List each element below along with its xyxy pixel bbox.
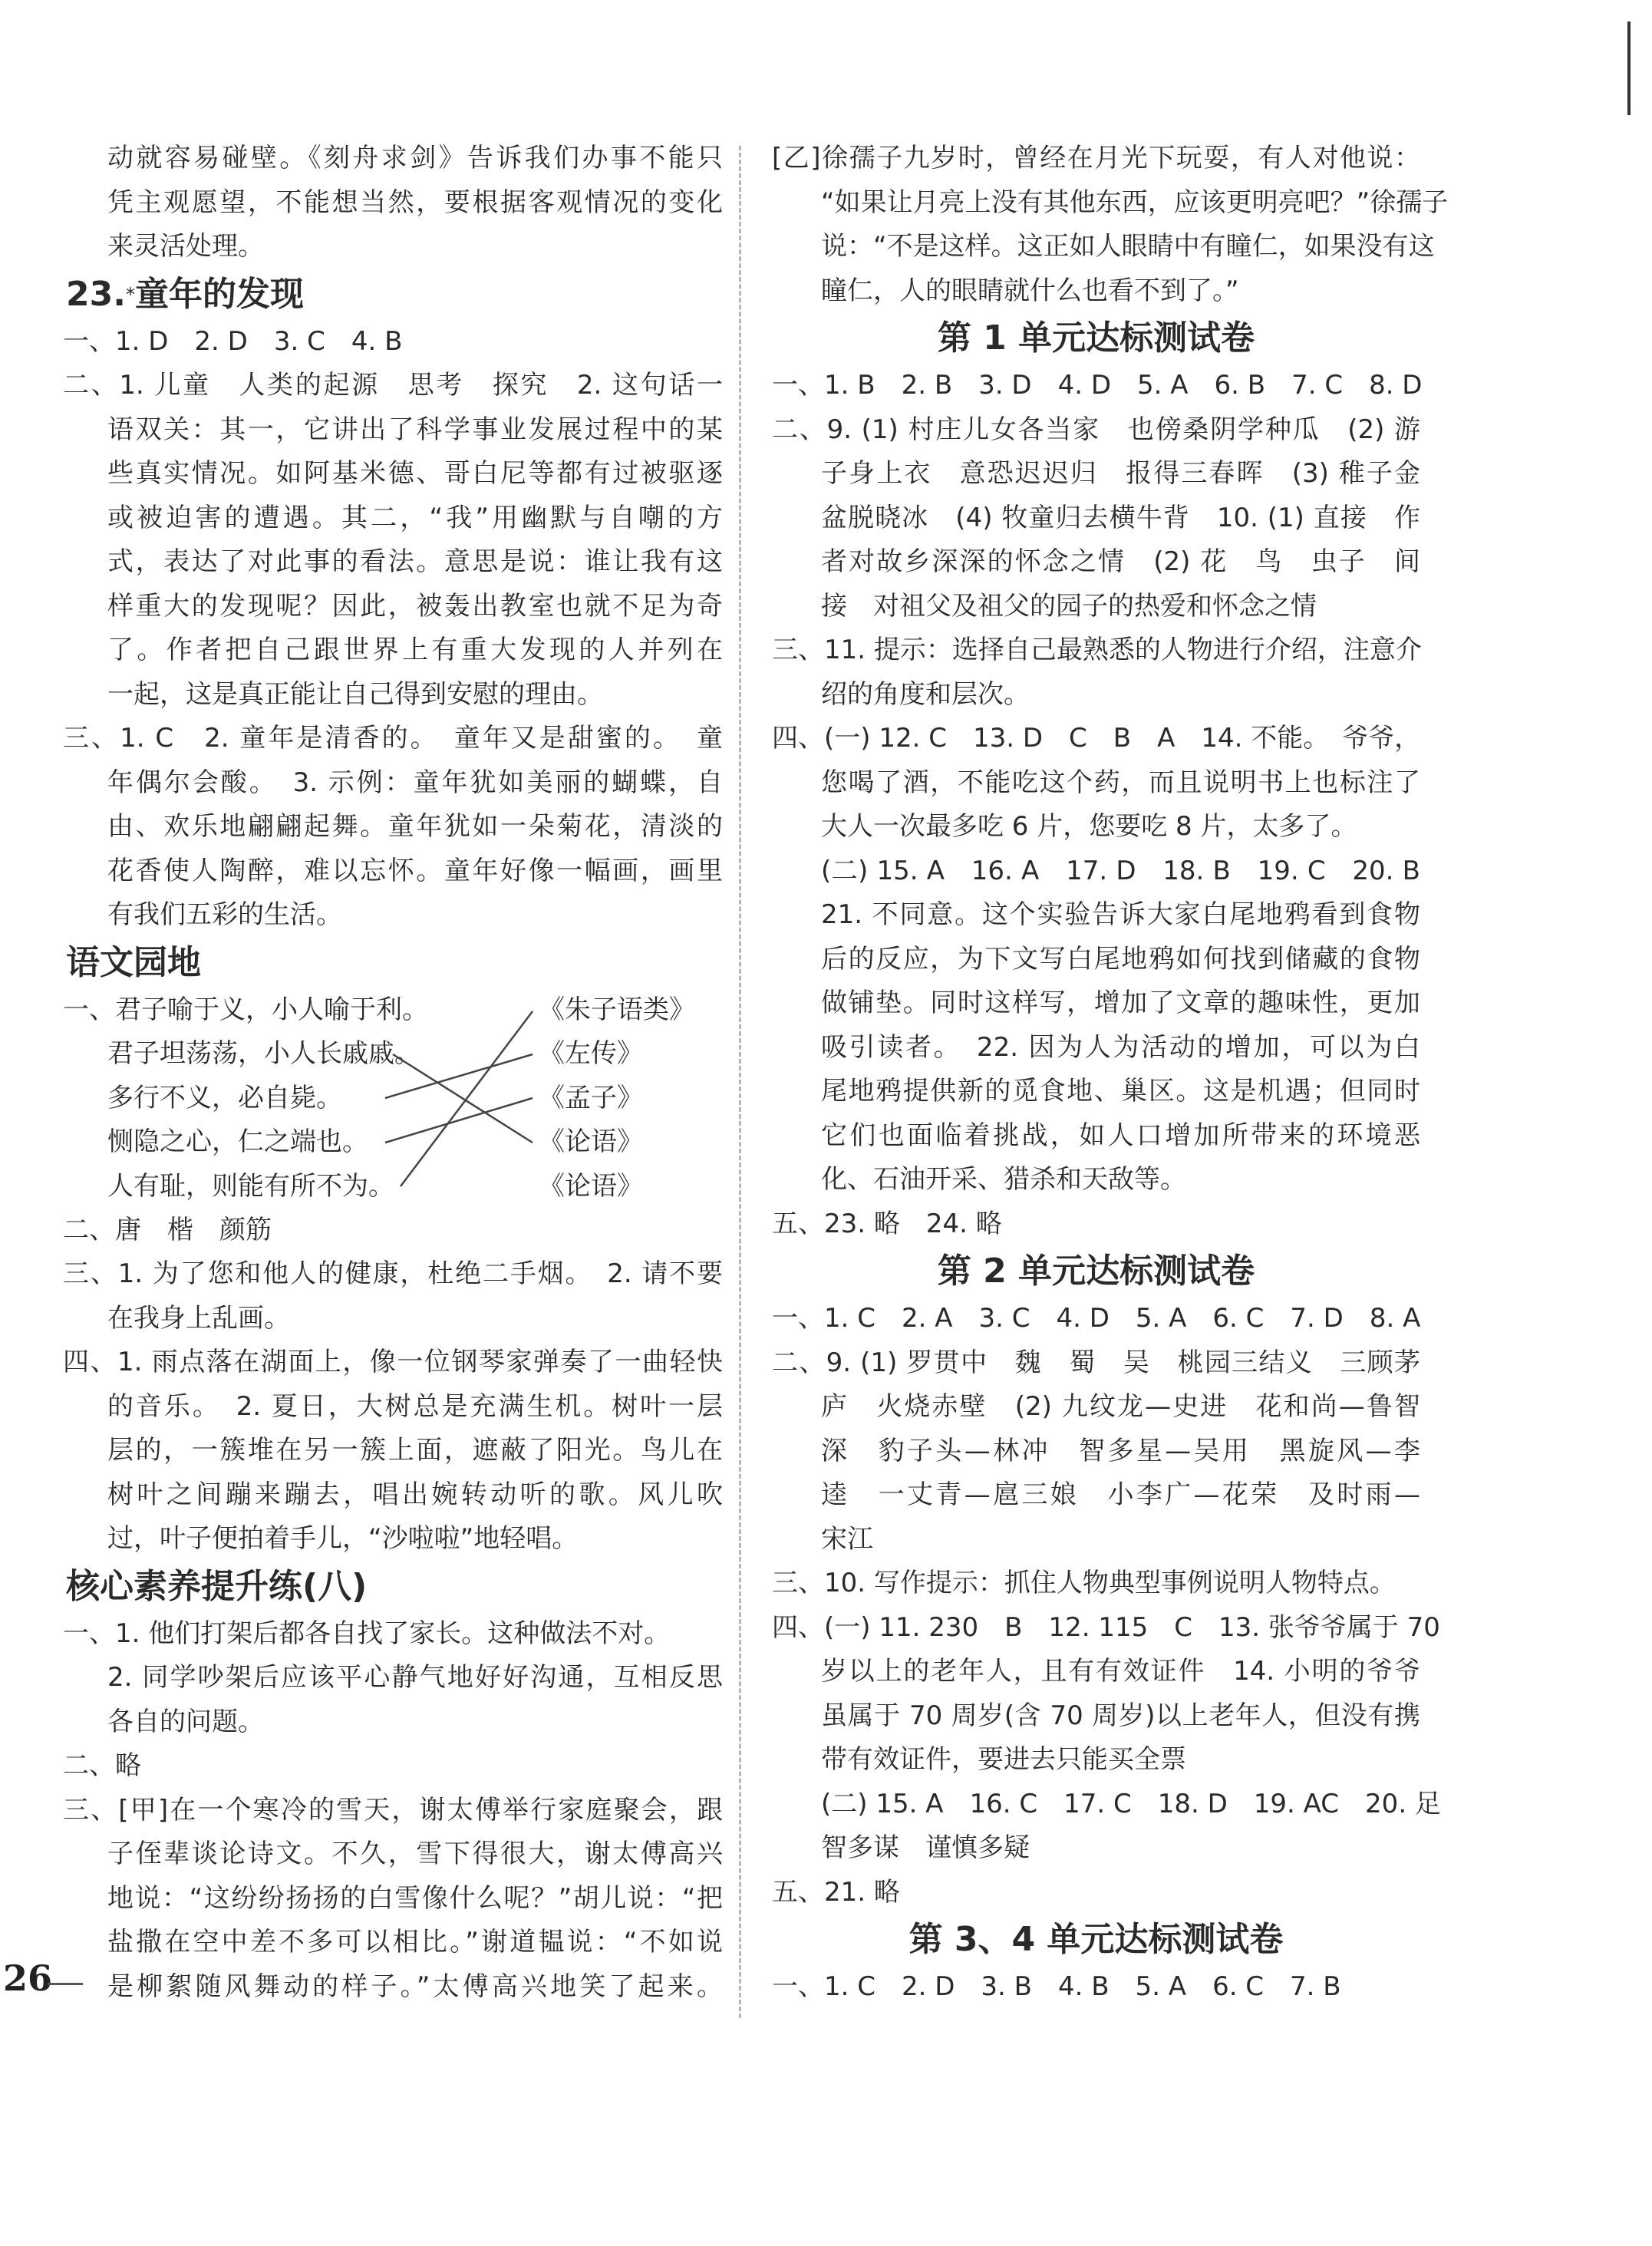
answer-line: 三、11. 提示：选择自己最熟悉的人物进行介绍，注意介: [772, 635, 1422, 665]
matching-exercise: [63, 988, 723, 1209]
answer-line: “如果让月亮上没有其他东西，应该更明亮吧？”徐孺子: [821, 186, 1449, 218]
match-right-item: 《孟子》: [539, 1082, 643, 1113]
answer-line: 接 对祖父及祖父的园子的热爱和怀念之情: [821, 590, 1317, 622]
section-number: 23.: [66, 274, 126, 314]
match-right-item: 《论语》: [539, 1126, 643, 1157]
answer-line: (二) 15. A 16. A 17. D 18. B 19. C 20. B: [821, 855, 1420, 886]
answer-line: 二、唐 楷 颜筋: [63, 1214, 272, 1245]
answer-line: 五、21. 略: [772, 1876, 900, 1908]
answer-line: 由、欢乐地翩翩起舞。童年犹如一朵菊花，清淡的: [107, 811, 723, 842]
answer-line: 您喝了酒，不能吃这个药，而且说明书上也标注了: [821, 767, 1420, 798]
answer-line: 各自的问题。: [107, 1706, 264, 1737]
answer-line: 四、(一) 11. 230 B 12. 115 C 13. 张爷爷属于 70: [772, 1611, 1440, 1643]
match-left-item: 多行不义，必自毙。: [107, 1082, 342, 1113]
answer-line: 一、1. D 2. D 3. C 4. B: [63, 325, 403, 357]
answer-line: 一、1. C 2. A 3. C 4. D 5. A 6. C 7. D 8. A: [772, 1303, 1421, 1334]
match-left-item: 人有耻，则能有所不为。: [107, 1170, 394, 1202]
answer-line: 年偶尔会酸。 3. 示例：童年犹如美丽的蝴蝶，自: [107, 767, 723, 798]
answer-line: 盆脱晓冰 (4) 牧童归去横牛背 10. (1) 直接 作: [821, 502, 1420, 533]
answer-line: 花香使人陶醉，难以忘怀。童年好像一幅画，画里: [107, 855, 723, 886]
answer-line: 带有效证件，要进去只能买全票: [821, 1744, 1186, 1775]
answer-line: 四、(一) 12. C 13. D C B A 14. 不能。 爷爷，: [772, 723, 1421, 754]
page-edge-mark: [1627, 21, 1631, 115]
answer-line: 庐 火烧赤壁 (2) 九纹龙—史进 花和尚—鲁智: [821, 1391, 1420, 1422]
section-heading-core-practice: 核心素养提升练(八): [66, 1566, 368, 1606]
answer-line: 尾地鸦提供新的觅食地、巢区。这是机遇；但同时: [821, 1076, 1420, 1107]
answer-line: 了。作者把自己跟世界上有重大发现的人并列在: [107, 635, 723, 665]
answer-line: 一、1. B 2. B 3. D 4. D 5. A 6. B 7. C 8. D: [772, 370, 1423, 401]
answer-line: 四、1. 雨点落在湖面上，像一位钢琴家弹奏了一曲轻快: [63, 1347, 723, 1377]
left-column: [63, 137, 723, 2009]
answer-line: 地说：“这纷纷扬扬的白雪像什么呢？”胡儿说：“把: [107, 1882, 723, 1914]
answer-line: 一、1. 他们打架后都各自找了家长。这种做法不对。: [63, 1618, 671, 1649]
answer-line: 一起，这是真正能让自己得到安慰的理由。: [107, 678, 603, 710]
answer-line: 三、10. 写作提示：抓住人物典型事例说明人物特点。: [772, 1568, 1396, 1598]
text-line: 凭主观愿望，不能想当然，要根据客观情况的变化: [107, 186, 723, 218]
match-right-item: 《论语》: [539, 1170, 643, 1202]
answer-line: 后的反应，为下文写白尾地鸦如何找到储藏的食物: [821, 943, 1420, 975]
page-number-rule: [48, 1983, 83, 1985]
answer-line: 有我们五彩的生活。: [107, 899, 342, 930]
answer-line: 子身上衣 意恐迟迟归 报得三春晖 (3) 稚子金: [821, 458, 1420, 489]
answer-line: 三、[甲]在一个寒冷的雪天，谢太傅举行家庭聚会，跟: [63, 1794, 723, 1825]
answer-line: 二、9. (1) 村庄儿女各当家 也傍桑阴学种瓜 (2) 游: [772, 414, 1420, 445]
section-heading-unit-1-test: 第 1 单元达标测试卷: [937, 318, 1255, 358]
match-right-item: 《朱子语类》: [539, 994, 695, 1025]
answer-line: 21. 不同意。这个实验告诉大家白尾地鸦看到食物: [821, 899, 1420, 930]
answer-line: 二、9. (1) 罗贯中 魏 蜀 吴 桃园三结义 三顾茅: [772, 1347, 1420, 1378]
answer-line: 的音乐。 2. 夏日，大树总是充满生机。树叶一层: [107, 1390, 723, 1422]
answer-line: 树叶之间蹦来蹦去，唱出婉转动听的歌。风儿吹: [107, 1479, 723, 1510]
answer-line: 深 豹子头—林冲 智多星—吴用 黑旋风—李: [821, 1435, 1420, 1466]
answer-line: 样重大的发现呢？因此，被轰出教室也就不足为奇: [107, 590, 723, 622]
matching-lines: [63, 988, 723, 1209]
match-left-item: 君子坦荡荡，小人长戚戚。: [107, 1038, 420, 1069]
answer-line: [乙]徐孺子九岁时，曾经在月光下玩耍，有人对他说：: [772, 143, 1420, 173]
match-line: [385, 1054, 533, 1098]
answer-line: 五、23. 略 24. 略: [772, 1208, 1002, 1239]
answer-line: 吸引读者。 22. 因为人为活动的增加，可以为白: [821, 1031, 1420, 1063]
right-column: [772, 137, 1449, 2010]
answer-line: 三、1. 为了您和他人的健康，杜绝二手烟。 2. 请不要: [63, 1258, 723, 1289]
answer-line: 子侄辈谈论诗文。不久，雪下得很大，谢太傅高兴: [107, 1839, 723, 1869]
match-line: [401, 1011, 533, 1186]
answer-line: 语双关：其一，它讲出了科学事业发展过程中的某: [107, 414, 723, 445]
section-heading-unit-2-test: 第 2 单元达标测试卷: [937, 1252, 1255, 1291]
answer-line: 些真实情况。如阿基米德、哥白尼等都有过被驱逐: [107, 458, 723, 489]
answer-line: 二、1. 儿童 人类的起源 思考 探究 2. 这句话一: [63, 370, 723, 401]
answer-line: 岁以上的老年人，且有有效证件 14. 小明的爷爷: [821, 1656, 1420, 1687]
answer-line: 做铺垫。同时这样写，增加了文章的趣味性，更加: [821, 988, 1420, 1018]
answer-line: 大人一次最多吃 6 片，您要吃 8 片，太多了。: [821, 811, 1357, 842]
answer-line: 者对故乡深深的怀念之情 (2) 花 鸟 虫子 间: [821, 546, 1420, 577]
answer-line: 层的，一簇堆在另一簇上面，遮蔽了阳光。鸟儿在: [107, 1435, 723, 1466]
answer-line: 虽属于 70 周岁(含 70 周岁)以上老年人，但没有携: [821, 1700, 1420, 1731]
section-heading-unit-3-4-test: 第 3、4 单元达标测试卷: [908, 1920, 1284, 1959]
text-line: 来灵活处理。: [107, 231, 264, 262]
answer-line: 瞳仁，人的眼睛就什么也看不到了。”: [821, 275, 1239, 306]
answer-line: 过，叶子便拍着手儿，“沙啦啦”地轻唱。: [107, 1523, 579, 1554]
section-heading-yuwen-yuandi: 语文园地: [66, 942, 201, 982]
answer-line: 是柳絮随风舞动的样子。”太傅高兴地笑了起来。: [107, 1971, 723, 2002]
section-title: 童年的发现: [134, 274, 304, 314]
answer-line: 二、略: [63, 1750, 141, 1781]
answer-line: 说：“不是这样。这正如人眼睛中有瞳仁，如果没有这: [821, 231, 1435, 262]
answer-line: 式，表达了对此事的看法。意思是说：谁让我有这: [107, 546, 723, 577]
answer-line: 绍的角度和层次。: [821, 678, 1030, 710]
answer-line: 2. 同学吵架后应该平心静气地好好沟通，互相反思: [107, 1662, 723, 1693]
match-right-item: 《左传》: [539, 1038, 643, 1069]
answer-line: 逵 一丈青—扈三娘 小李广—花荣 及时雨—: [821, 1479, 1420, 1510]
answer-line: 或被迫害的遭遇。其二，“我”用幽默与自嘲的方: [107, 502, 723, 533]
answer-line: 宋江: [821, 1523, 873, 1555]
page-number: 26: [3, 1957, 53, 1999]
text-line: 动就容易碰壁。《刻舟求剑》告诉我们办事不能只: [107, 143, 723, 173]
match-left-item: 恻隐之心，仁之端也。: [107, 1126, 368, 1157]
column-divider: [739, 146, 741, 2018]
match-line: [385, 1098, 533, 1143]
answer-line: (二) 15. A 16. C 17. C 18. D 19. AC 20. 足: [821, 1788, 1441, 1819]
answer-line: 它们也面临着挑战，如人口增加所带来的环境恶: [821, 1120, 1420, 1151]
answer-line: 三、1. C 2. 童年是清香的。 童年又是甜蜜的。 童: [63, 723, 723, 754]
optional-star-mark: *: [125, 283, 135, 305]
match-line: [393, 1054, 533, 1143]
section-heading-23: [63, 269, 723, 320]
answer-line: 盐撒在空中差不多可以相比。”谢道韫说：“不如说: [107, 1927, 723, 1957]
answer-line: 智多谋 谨慎多疑: [821, 1832, 1030, 1863]
answer-line: 一、1. C 2. D 3. B 4. B 5. A 6. C 7. B: [772, 1971, 1341, 2002]
answer-line: 化、石油开采、猎杀和天敌等。: [821, 1164, 1186, 1195]
match-left-item: 一、君子喻于义，小人喻于利。: [63, 994, 428, 1025]
answer-line: 在我身上乱画。: [107, 1302, 290, 1334]
